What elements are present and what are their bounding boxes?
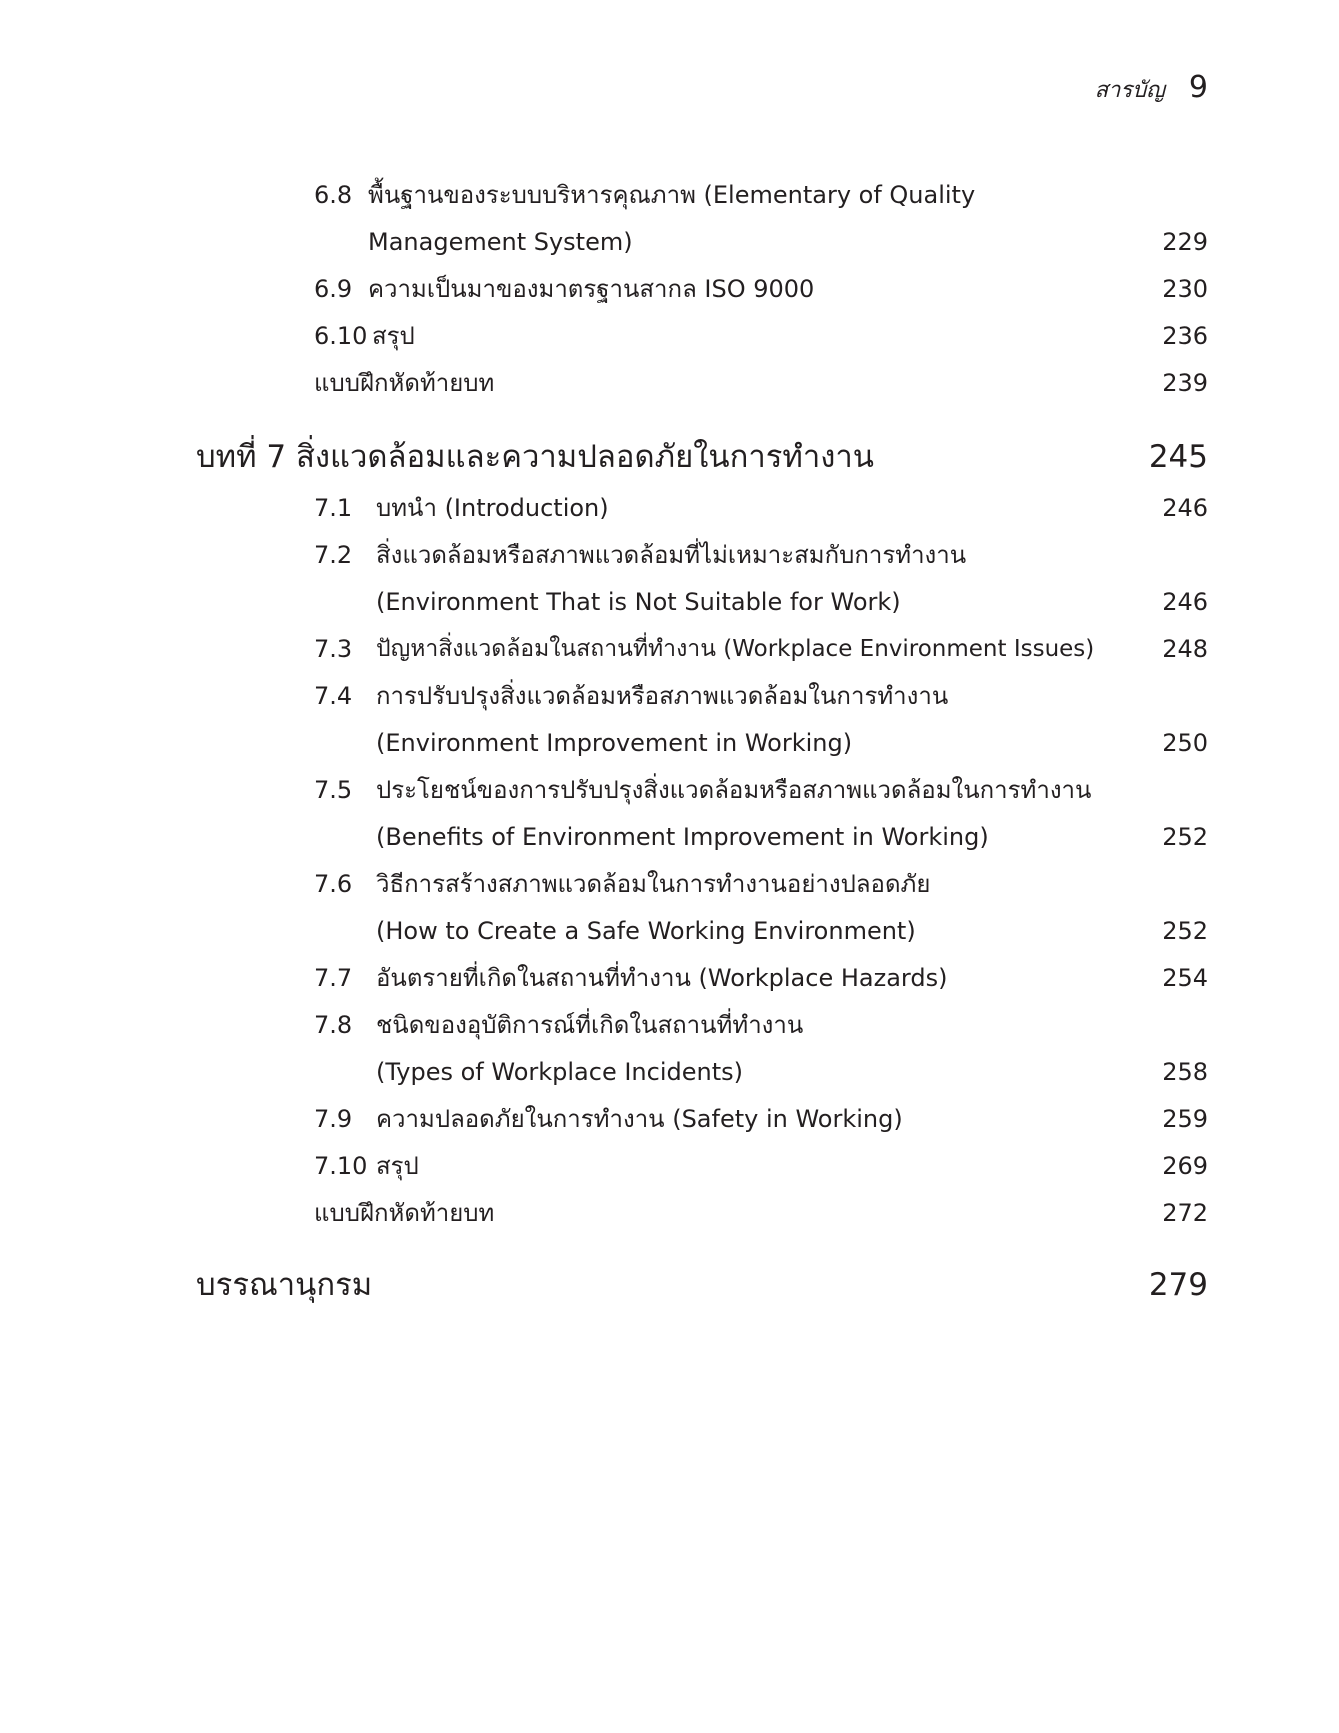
toc-entry-7-6-page: 252	[1162, 917, 1208, 945]
toc-entry-number: 7.7	[314, 964, 353, 992]
toc-entry-title: ปัญหาสิ่งแวดล้อมในสถานที่ทำงาน (Workplace Environment Issues)	[376, 636, 1095, 662]
toc-entry-title-continued: (How to Create a Safe Working Environment)	[376, 917, 916, 945]
toc-entry-ch6-exercise[interactable]	[314, 368, 494, 398]
toc-entry-7-8-page: 258	[1162, 1058, 1208, 1086]
toc-entry-7-5-continued	[376, 822, 989, 852]
toc-entry-6-8-page: 229	[1162, 228, 1208, 256]
toc-entry-title: ชนิดของอุบัติการณ์ที่เกิดในสถานที่ทำงาน	[376, 1011, 804, 1039]
toc-entry-title-continued: (Environment That is Not Suitable for Work)	[376, 588, 901, 616]
toc-entry-title: อันตรายที่เกิดในสถานที่ทำงาน (Workplace Hazards)	[376, 964, 948, 992]
toc-entry-7-9-page: 259	[1162, 1105, 1208, 1133]
toc-entry-title: สิ่งแวดล้อมหรือสภาพแวดล้อมที่ไม่เหมาะสมกับการทำงาน	[376, 541, 967, 569]
toc-entry-7-5-page: 252	[1162, 823, 1208, 851]
page-number: 9	[1188, 70, 1208, 105]
toc-entry-number: 7.4	[314, 682, 353, 710]
toc-entry-title-continued: (Environment Improvement in Working)	[376, 729, 853, 757]
chapter-7-heading[interactable]: บทที่ 7 สิ่งแวดล้อมและความปลอดภัยในการทำงาน	[196, 439, 874, 475]
toc-entry-number: 6.10	[314, 322, 368, 350]
toc-entry-title: วิธีการสร้างสภาพแวดล้อมในการทำงานอย่างปลอดภัย	[376, 870, 931, 898]
running-head-title: สารบัญ	[1094, 78, 1165, 103]
toc-entry-6-8-continued	[368, 227, 633, 257]
toc-entry-number: 7.5	[314, 776, 353, 804]
toc-entry-number: 7.9	[314, 1105, 353, 1133]
toc-entry-number: 6.9	[314, 275, 353, 303]
toc-entry-7-3-page: 248	[1162, 635, 1208, 663]
toc-entry-title-continued: (Benefits of Environment Improvement in Working)	[376, 823, 989, 851]
toc-entry-number: 7.6	[314, 870, 353, 898]
bibliography-page: 279	[1148, 1267, 1208, 1303]
toc-entry-ch7-exercise[interactable]	[314, 1198, 494, 1228]
toc-entry-title: พื้นฐานของระบบบริหารคุณภาพ (Elementary of Quality	[368, 181, 976, 209]
toc-entry-title-continued: (Types of Workplace Incidents)	[376, 1058, 743, 1086]
toc-entry-7-8-continued	[376, 1057, 743, 1087]
toc-entry-title: แบบฝึกหัดท้ายบท	[314, 369, 495, 397]
chapter-7-page: 245	[1148, 439, 1208, 475]
toc-entry-title: ประโยชน์ของการปรับปรุงสิ่งแวดล้อมหรือสภาพแวดล้อมในการทำงาน	[376, 776, 1092, 804]
toc-entry-6-10-page: 236	[1162, 322, 1208, 350]
toc-entry-7-1-page: 246	[1162, 494, 1208, 522]
toc-entry-7-4-page: 250	[1162, 729, 1208, 757]
toc-entry-title: บทนำ (Introduction)	[376, 494, 609, 522]
toc-entry-title: ความเป็นมาของมาตรฐานสากล ISO 9000	[368, 275, 815, 303]
toc-entry-number: 6.8	[314, 181, 353, 209]
toc-entry-title: การปรับปรุงสิ่งแวดล้อมหรือสภาพแวดล้อมในการทำงาน	[376, 682, 949, 710]
toc-entry-number: 7.2	[314, 541, 353, 569]
toc-entry-7-10-page: 269	[1162, 1152, 1208, 1180]
toc-entry-title: สรุป	[376, 1152, 419, 1180]
toc-entry-7-2-page: 246	[1162, 588, 1208, 616]
toc-entry-7-7-page: 254	[1162, 964, 1208, 992]
toc-entry-title: สรุป	[372, 322, 415, 350]
toc-entry-title-continued: Management System)	[368, 228, 633, 256]
toc-entry-title: แบบฝึกหัดท้ายบท	[314, 1199, 495, 1227]
toc-entry-ch7-exercise-page: 272	[1162, 1199, 1208, 1227]
toc-entry-title: ความปลอดภัยในการทำงาน (Safety in Working)	[376, 1105, 903, 1133]
toc-entry-6-9-page: 230	[1162, 275, 1208, 303]
toc-entry-7-4-continued	[376, 728, 852, 758]
toc-entry-number: 7.10	[314, 1152, 368, 1180]
toc-entry-ch6-exercise-page: 239	[1162, 369, 1208, 397]
toc-entry-7-6-continued	[376, 916, 916, 946]
bibliography-heading[interactable]: บรรณานุกรม	[196, 1267, 373, 1303]
toc-entry-number: 7.8	[314, 1011, 353, 1039]
toc-entry-number: 7.1	[314, 494, 353, 522]
toc-entry-7-2-continued	[376, 587, 901, 617]
toc-entry-number: 7.3	[314, 635, 353, 663]
